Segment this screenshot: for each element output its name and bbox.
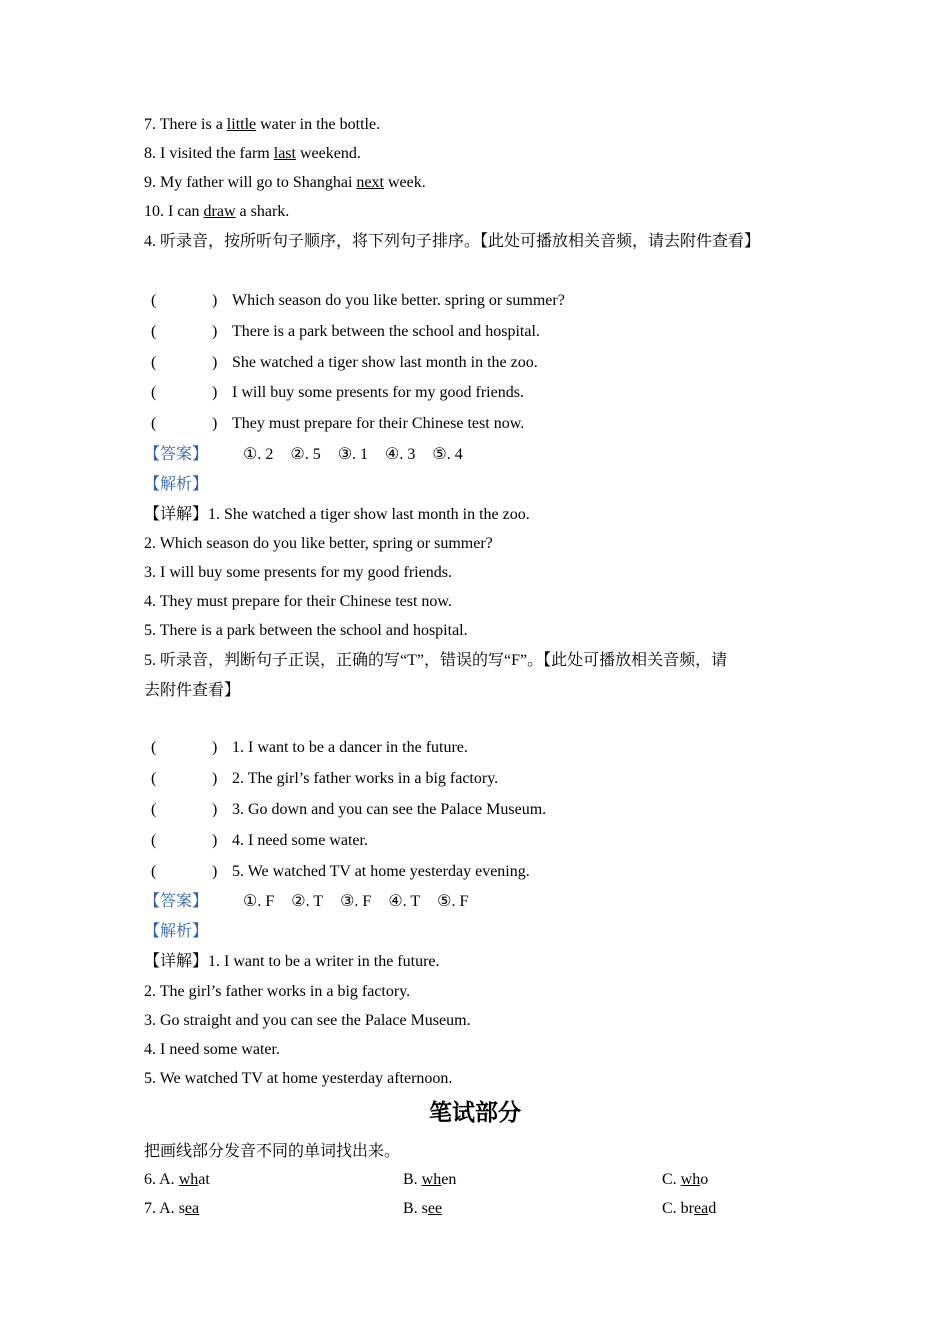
detail-text: 1. She watched a tiger show last month in the zoo. [208, 506, 530, 523]
sentence-10 [144, 202, 289, 222]
answer-blank-open[interactable]: ( [151, 384, 157, 401]
answer-blank-close: ) [212, 384, 218, 401]
q5-item-text: 4. I need some water. [232, 832, 368, 849]
option-c: C. who [662, 1171, 709, 1188]
q4-item-text: There is a park between the school and hospital. [232, 323, 540, 340]
answer-value: ⑤. 4 [432, 446, 463, 463]
sentence-number: 8. [144, 145, 156, 162]
q4-instruction: 4. 听录音，按所听句子顺序，将下列句子排序。【此处可播放相关音频，请去附件查看】 [144, 233, 761, 250]
q4-detail-5: 5. There is a park between the school and hospital. [144, 622, 468, 639]
option-b: B. see [403, 1200, 443, 1217]
answer-blank-close: ) [212, 323, 218, 340]
q4-answer-row [0, 445, 950, 465]
answer-blank-close: ) [212, 354, 218, 371]
sentence-text: I can [168, 203, 200, 220]
answer-value: ②. 5 [290, 446, 321, 463]
answer-blank-close: ) [212, 832, 218, 849]
q4-item-text: I will buy some presents for my good friends. [232, 384, 524, 401]
answer-value: ③. F [340, 893, 372, 910]
q4-item [0, 353, 950, 373]
underlined-letters: wh [178, 1171, 199, 1188]
detail-text: 1. I want to be a writer in the future. [208, 953, 440, 970]
underlined-letters: ea [184, 1200, 200, 1217]
section-title: 笔试部分 [429, 1100, 521, 1126]
answer-blank-open[interactable]: ( [151, 739, 157, 756]
answer-value: ①. 2 [243, 446, 274, 463]
q4-item [0, 291, 950, 311]
sentence-text: water in the bottle. [260, 116, 381, 133]
answer-value: ⑤. F [437, 893, 469, 910]
q4-item-text: Which season do you like better. spring or summer? [232, 292, 565, 309]
detail-label: 【详解】 [144, 953, 209, 970]
underlined-word: last [273, 145, 296, 162]
answer-blank-open[interactable]: ( [151, 415, 157, 432]
underlined-letters: ea [694, 1200, 709, 1217]
sentence-text: weekend. [299, 145, 361, 162]
detail-label: 【详解】 [144, 506, 209, 523]
q5-answer-row [0, 892, 950, 912]
sentence-text: There is a [159, 116, 223, 133]
answer-blank-close: ) [212, 863, 218, 880]
sentence-text: I visited the farm [160, 145, 270, 162]
analysis-label: 【解析】 [144, 923, 209, 940]
question-7 [0, 1199, 950, 1219]
answer-value: ①. F [243, 893, 275, 910]
q4-item-text: They must prepare for their Chinese test now. [232, 415, 525, 432]
q5-item [0, 738, 950, 758]
q5-detail-1 [144, 952, 440, 972]
answer-blank-open[interactable]: ( [151, 801, 157, 818]
answer-blank-close: ) [212, 292, 218, 309]
q4-item [0, 414, 950, 434]
q5-instruction-line2: 去附件查看】 [144, 682, 241, 699]
q4-detail-3: 3. I will buy some presents for my good friends. [144, 564, 452, 581]
q4-detail-2: 2. Which season do you like better, spring or summer? [144, 535, 493, 552]
q5-item-text: 3. Go down and you can see the Palace Museum. [232, 801, 547, 818]
option-b: B. when [403, 1171, 457, 1188]
option-a: 6. A. what [144, 1171, 210, 1188]
q5-item [0, 831, 950, 851]
q5-item [0, 862, 950, 882]
answer-value: ②. T [291, 893, 324, 910]
answer-blank-open[interactable]: ( [151, 323, 157, 340]
q5-item-text: 2. The girl’s father works in a big factory. [232, 770, 499, 787]
sentence-7 [144, 115, 380, 135]
underlined-letters: wh [421, 1171, 442, 1188]
question-6 [0, 1170, 950, 1190]
q4-detail-4: 4. They must prepare for their Chinese test now. [144, 593, 452, 610]
q5-detail-5: 5. We watched TV at home yesterday afternoon. [144, 1070, 453, 1087]
answer-blank-close: ) [212, 739, 218, 756]
q5-item-text: 5. We watched TV at home yesterday evening. [232, 863, 530, 880]
answer-blank-open[interactable]: ( [151, 354, 157, 371]
underlined-word: draw [203, 203, 236, 220]
q4-item [0, 322, 950, 342]
sentence-text: My father will go to Shanghai [160, 174, 353, 191]
sentence-number: 10. [144, 203, 164, 220]
sentence-9 [144, 173, 426, 193]
answer-blank-open[interactable]: ( [151, 832, 157, 849]
sentence-text: week. [387, 174, 426, 191]
underlined-word: little [226, 116, 257, 133]
q4-detail-1 [144, 505, 530, 525]
option-a: 7. A. sea [144, 1200, 200, 1217]
answer-blank-open[interactable]: ( [151, 770, 157, 787]
answer-value: ③. 1 [337, 446, 369, 463]
underlined-letters: wh [680, 1171, 701, 1188]
sentence-number: 9. [144, 174, 156, 191]
q5-detail-4: 4. I need some water. [144, 1041, 280, 1058]
option-c: C. bread [662, 1200, 717, 1217]
q5-detail-3: 3. Go straight and you can see the Palace Museum. [144, 1012, 471, 1029]
underlined-word: next [356, 174, 384, 191]
underlined-letters: ee [427, 1200, 443, 1217]
q4-item-text: She watched a tiger show last month in the zoo. [232, 354, 538, 371]
analysis-label: 【解析】 [144, 476, 209, 493]
sentence-8 [144, 144, 361, 164]
answer-value: ④. T [388, 893, 421, 910]
answer-blank-close: ) [212, 801, 218, 818]
sentence-number: 7. [144, 116, 156, 133]
q5-item [0, 800, 950, 820]
answer-blank-close: ) [212, 415, 218, 432]
written-instruction: 把画线部分发音不同的单词找出来。 [144, 1143, 401, 1160]
answer-label: 【答案】 [144, 446, 209, 463]
q4-item [0, 383, 950, 403]
answer-blank-open[interactable]: ( [151, 863, 157, 880]
q5-detail-2: 2. The girl’s father works in a big factory. [144, 983, 411, 1000]
q5-item [0, 769, 950, 789]
answer-label: 【答案】 [144, 893, 209, 910]
answer-blank-open[interactable]: ( [151, 292, 157, 309]
answer-blank-close: ) [212, 770, 218, 787]
q5-item-text: 1. I want to be a dancer in the future. [232, 739, 468, 756]
answer-value: ④. 3 [385, 446, 416, 463]
q5-instruction-line1: 5. 听录音，判断句子正误，正确的写“T”，错误的写“F”。【此处可播放相关音频，请 [144, 652, 728, 669]
sentence-text: a shark. [239, 203, 290, 220]
